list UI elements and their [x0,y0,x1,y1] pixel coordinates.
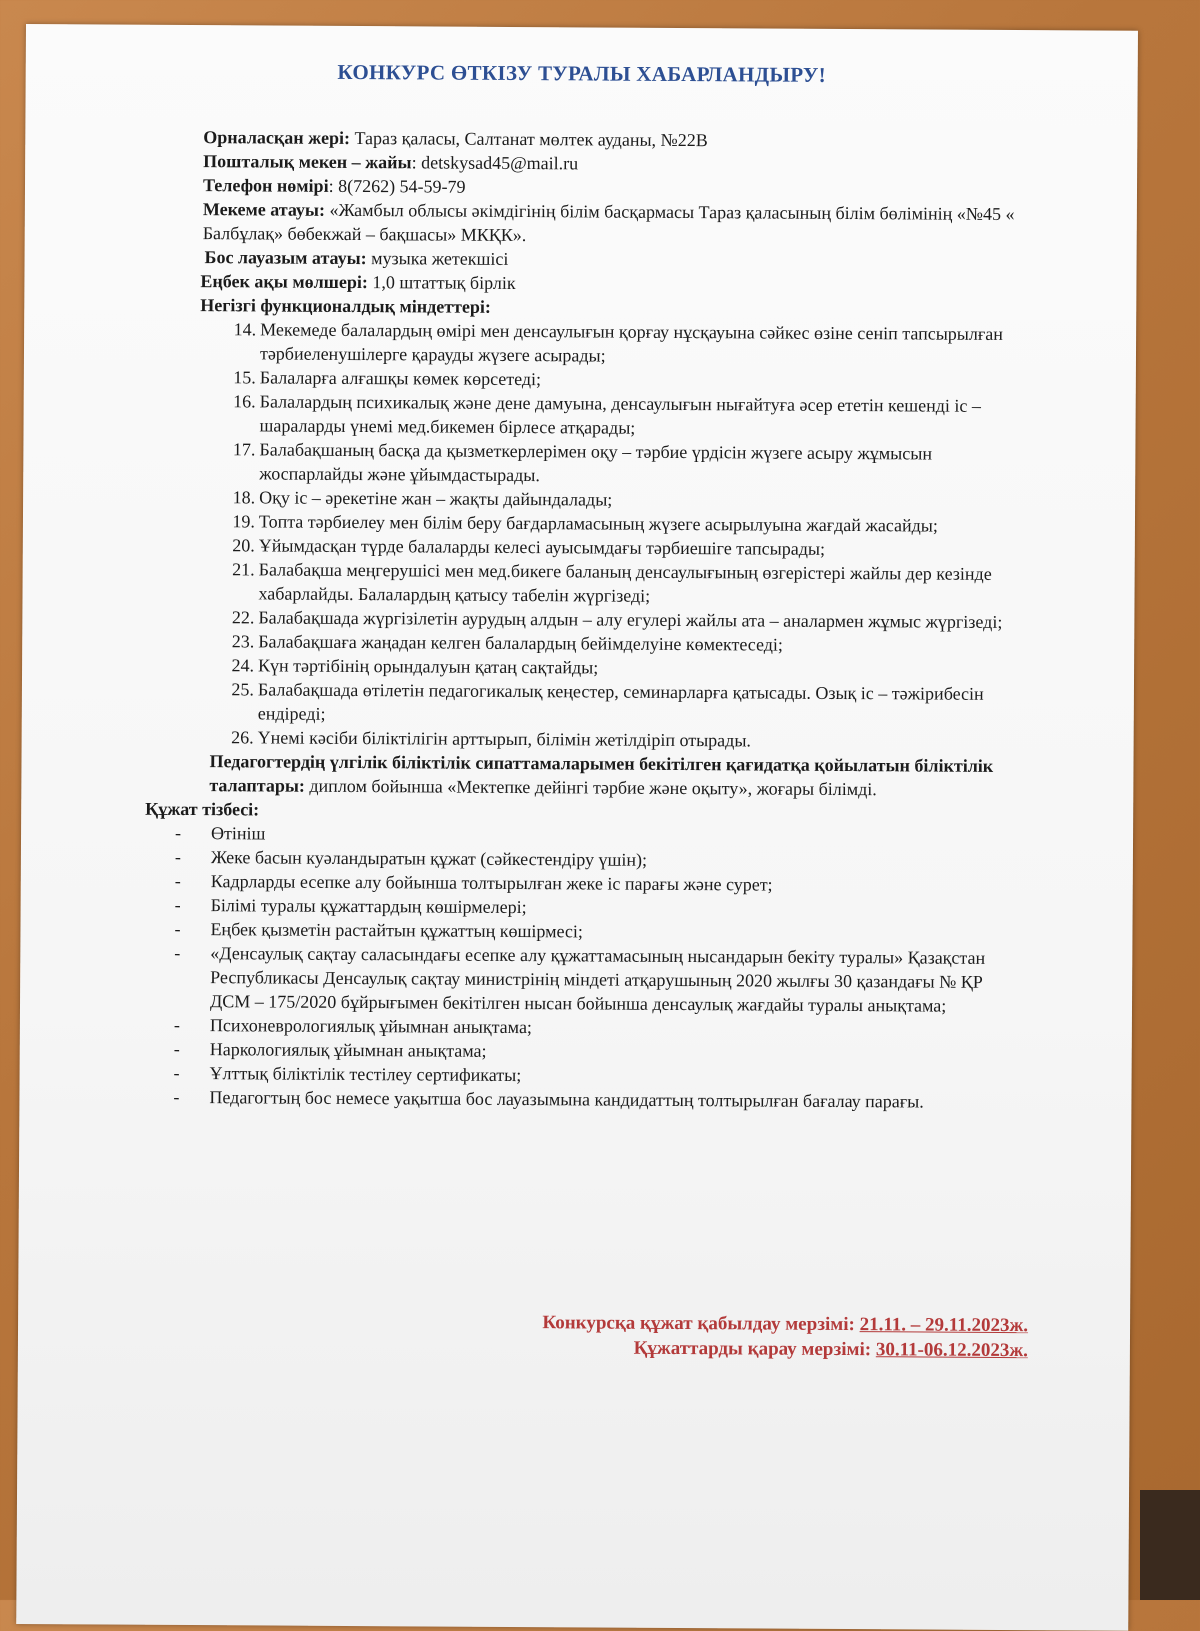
document-text: «Денсаулық сақтау саласындағы есепке алу құжаттамасының нысандарын бекіту туралы» Қазақстан Республикасы Денсаулық сақтау министрінің міндеті атқарушының 2020 жылғы 30 қазандағы № ҚР ДСМ – 175/2020 бұйрығымен бекітілген нысан бойынша денсаулық жағдайы туралы анықтама; [209,943,986,1016]
duty-text: Балабақшада жүргізілетін аурудың алдын – алу егулері жайлы ата – аналармен жұмыс жүргізеді; [258,607,1003,632]
phone-value: : 8(7262) 54-59-79 [328,175,466,197]
deadlines-block [168,1308,1028,1363]
submission-deadline-dates: 21.11. – 29.11.2023ж. [859,1314,1029,1337]
salary-label: Еңбек ақы мөлшері: [200,271,368,293]
document-dash: - [174,894,181,915]
background-surface [1140,1490,1200,1600]
duty-text: Балаларға алғашқы көмек көрсетеді; [259,367,542,390]
duty-number: 15. [233,367,256,388]
document-text: Кадрларды есепке алу бойынша толтырылған жеке іс парағы және сурет; [210,871,773,895]
organization-value: «Жамбыл облысы әкімдігінің білім басқармасы Тараз қаласының білім бөлімінің «№45 « Балбұлақ» бөбекжай – бақшасы» МКҚК». [202,199,1015,246]
page-title: КОНКУРС ӨТКІЗУ ТУРАЛЫ ХАБАРЛАНДЫРУ! [337,59,827,87]
duty-item [200,317,1024,370]
duty-text: Ұйымдасқан түрде балаларды келесі ауысымдағы тәрбиешіге тапсырады; [258,535,826,559]
document-dash: - [173,1014,180,1035]
email-label: Пошталық мекен – жайы [203,151,412,173]
documents-list [169,821,1021,1114]
document-dash: - [175,822,182,843]
duty-item [198,677,1022,730]
document-item [169,1085,1019,1114]
document-item [170,941,1020,1018]
document-text: Ұлттық біліктілік тестілеу сертификаты; [209,1063,522,1086]
duty-number: 14. [233,319,257,340]
duty-number: 23. [231,631,255,652]
document-text: Жеке басын куәландыратын құжат (сәйкестендіру үшін); [210,847,648,870]
review-deadline-label: Құжаттарды қарау мерзімі: [633,1337,876,1361]
document-text: Еңбек қызметін растайтын құжаттың көшірмесі; [210,919,583,942]
duty-number: 20. [232,535,255,556]
duties-heading: Негізгі функционалдық міндеттері: [200,295,491,317]
email-value: : detskysad45@mail.ru [411,152,579,174]
duties-list [172,317,1025,754]
duty-number: 22. [231,607,255,628]
duty-number: 19. [232,511,256,532]
documents-heading: Құжат тізбесі: [145,798,260,820]
document-dash: - [174,870,181,891]
review-deadline-dates: 30.11-06.12.2023ж. [875,1339,1028,1362]
document-dash: - [174,846,181,867]
document-dash: - [173,1086,180,1107]
document-text: Наркологиялық ұйымнан анықтама; [209,1039,487,1061]
duty-item [199,437,1023,490]
salary-value: 1,0 штаттық бірлік [367,272,516,293]
duty-text: Күн тәртібінің орындалуын қатаң сақтайды; [258,655,599,678]
announcement-sheet [16,24,1138,1631]
phone-label: Телефон нөмірі [202,175,329,196]
document-dash: - [173,1062,180,1083]
vacancy-value: музыка жетекшісі [366,248,509,269]
duty-number: 17. [232,439,256,460]
duty-text: Балабақшада өтілетін педагогикалық кеңестер, семинарларға қатысады. Озық іс – тәжірибесін ендіреді; [257,679,984,724]
duty-text: Үнемі кәсіби біліктілігін арттырып, білімін жетілдіріп отырады. [257,727,752,751]
duty-text: Балалардың психикалық және дене дамуына, денсаулығын нығайтуға әсер ететін кешенді іс – шараларды үнемі мед.бикемен бірлесе атқарады; [259,391,982,438]
duty-text: Балабақшаға жаңадан келген балалардың бейімделуіне көмектеседі; [258,631,784,655]
document-dash: - [174,918,181,939]
duty-item [198,557,1022,610]
duty-number: 16. [233,391,256,412]
organization-label: Мекеме атауы: [202,199,326,220]
qualifications-label: Педагогтердің үлгілік біліктілік сипаттамаларымен бекітілген қағидатқа қойылатын біліктілік талаптары: [209,751,994,796]
document-text: Өтініш [210,823,266,844]
qualifications-row [171,749,1021,802]
document-text: Психоневрологиялық ұйымнан анықтама; [209,1015,533,1038]
duty-number: 24. [231,655,255,676]
location-label: Орналасқан жері: [203,127,351,148]
organization-row [175,197,1025,250]
announcement-body [145,125,1025,1114]
duty-item [198,725,1022,754]
duty-number: 26. [231,727,254,748]
duty-number: 25. [231,679,255,700]
submission-deadline-label: Конкурсқа құжат қабылдау мерзімі: [542,1312,860,1336]
duty-text: Оқу іс – әрекетіне жан – жақты дайындалады; [259,487,613,510]
duty-number: 18. [232,487,256,508]
vacancy-label: Бос лауазым атауы: [204,247,367,269]
location-value: Тараз қаласы, Салтанат мөлтек ауданы, №22В [349,127,708,151]
document-text: Білімі туралы құжаттардың көшірмелері; [210,895,527,918]
duty-text: Балабақша меңгерушісі мен мед.бикеге баланың денсаулығының өзгерістері жайлы дер кезінде хабарлайды. Балалардың қатысу табелін жүргізеді; [258,559,992,606]
duty-number: 21. [232,559,255,580]
document-text: Педагогтың бос немесе уақытша бос лауазымына кандидаттың толтырылған бағалау парағы. [209,1087,924,1112]
document-dash: - [174,942,181,963]
duty-text: Мекемеде балалардың өмірі мен денсаулығын қорғау нұсқауына сәйкес өзіне сеніп тапсырылған тәрбиеленушілерге қарауды жүзеге асырады; [259,319,1003,366]
duty-text: Топта тәрбиелеу мен білім беру бағдарламасының жүзеге асырылуына жағдай жасайды; [258,511,938,536]
document-dash: - [173,1038,180,1059]
review-deadline [168,1333,1028,1363]
qualifications-value: диплом бойынша «Мектепке дейінгі тәрбие және оқыту», жоғары білімді. [304,775,877,800]
duty-text: Балабақшаның басқа да қызметкерлерімен оқу – тәрбие үрдісін жүзеге асыру жұмысын жоспарлайды және ұйымдастырады. [259,439,933,486]
duty-item [199,389,1023,442]
